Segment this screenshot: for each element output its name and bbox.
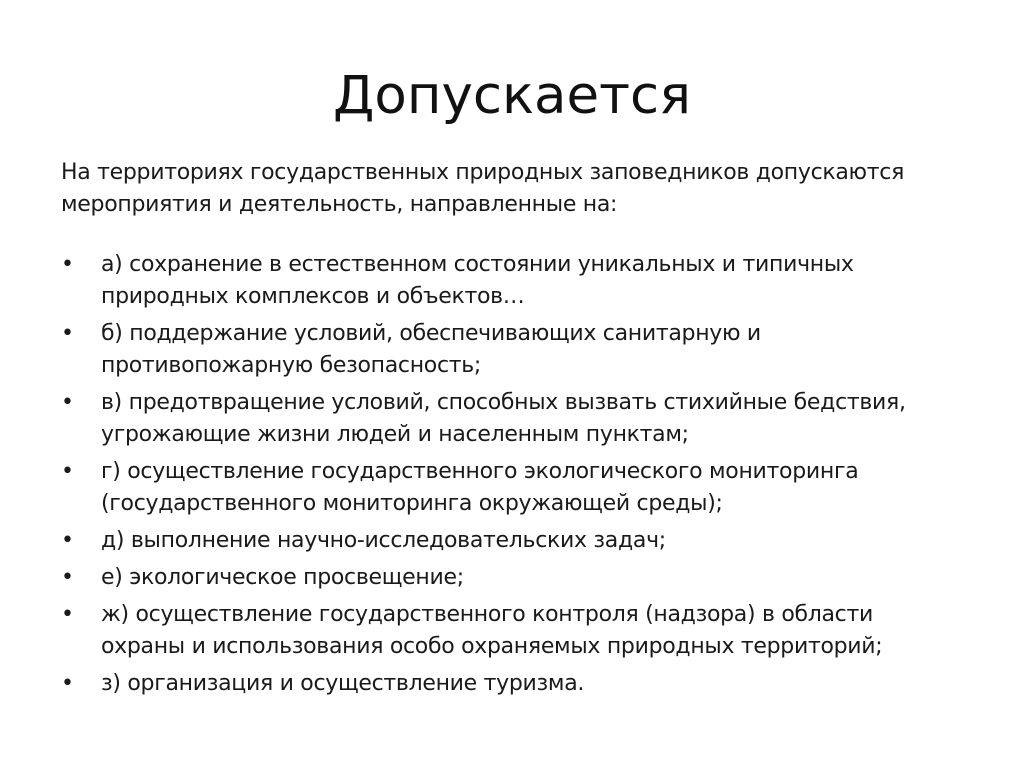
bullet-icon: • (61, 565, 74, 590)
bullet-icon: • (61, 321, 74, 346)
bullet-text: в) предотвращение условий, способных вызвать стихийные бедствия, угрожающие жизни людей и населенным пунктам; (101, 390, 906, 447)
slide-title: Допускается (333, 65, 691, 126)
bullet-item (61, 249, 961, 313)
bullet-text: е) экологическое просвещение; (101, 565, 464, 590)
bullet-text: а) сохранение в естественном состоянии уникальных и типичных природных комплексов и объектов… (101, 252, 854, 309)
bullet-text: д) выполнение научно-исследовательских задач; (101, 528, 666, 553)
bullet-icon: • (61, 528, 74, 553)
bullet-icon: • (61, 459, 74, 484)
bullet-item (61, 318, 961, 382)
bullet-item (61, 668, 961, 700)
bullet-text: б) поддержание условий, обеспечивающих санитарную и противопожарную безопасность; (101, 321, 761, 378)
bullet-icon: • (61, 671, 74, 696)
bullet-text: ж) осуществление государственного контроля (надзора) в области охраны и использования особо охраняемых природных территорий; (101, 602, 883, 659)
intro-text: На территориях государственных природных заповедников допускаются мероприятия и деятельность, направленные на: (61, 160, 905, 217)
bullet-item (61, 456, 961, 520)
bullet-item (61, 525, 961, 557)
bullet-list (61, 249, 961, 700)
bullet-text: г) осуществление государственного экологического мониторинга (государственного мониторинга окружающей среды); (101, 459, 859, 516)
bullet-icon: • (61, 390, 74, 415)
slide-content (61, 157, 961, 705)
bullet-item (61, 562, 961, 594)
bullet-icon: • (61, 252, 74, 277)
bullet-item (61, 387, 961, 451)
bullet-icon: • (61, 602, 74, 627)
bullet-text: з) организация и осуществление туризма. (101, 671, 585, 696)
bullet-item (61, 599, 961, 663)
